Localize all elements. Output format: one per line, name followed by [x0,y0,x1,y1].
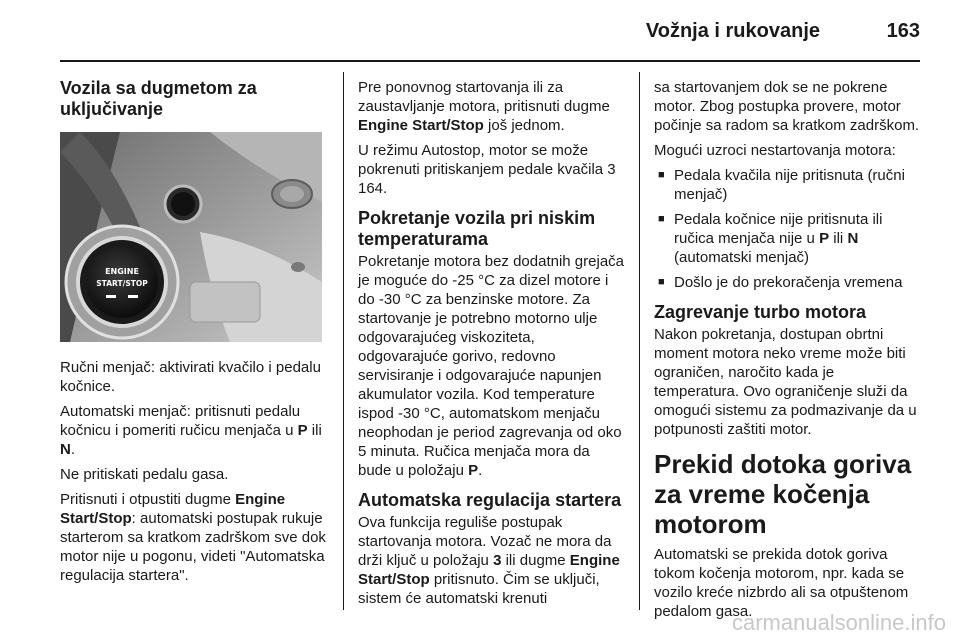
list-item: ■ Pedala kvačila nije pritisnuta (ručni menjač) [658,167,905,203]
column-2 [358,78,626,614]
section-heading-low-temperature: Pokretanje vozila pri niskim temperaturama [358,208,596,249]
bullet-icon: ■ [658,276,665,288]
bullet-icon: ■ [658,213,665,225]
paragraph-turbo: Nakon pokretanja, dostupan obrtni moment motora neko vreme može biti ograničen, naročito kada je temperatura. Ovo ograničenje služi da omogući sistemu za podmazivanje da u potpunosti zaštiti motor. [654,326,917,438]
column-rule-2 [639,72,640,610]
section-heading-fuel-cutoff: Prekid dotoka goriva za vreme kočenja motorom [654,449,912,539]
paragraph-automatic-gearbox: Automatski menjač: pritisnuti pedalu kočnicu i pomeriti ručicu menjača u P ili N. [60,403,322,458]
engine-label-text: ENGINE [105,267,139,276]
paragraph-restart: Pre ponovnog startovanja ili za zaustavljanje motora, pritisnuti dugme Engine Start/Stop još jednom. [358,79,610,134]
section-heading-turbo: Zagrevanje turbo motora [654,302,867,322]
column-1 [60,78,328,591]
paragraph-autostop: U režimu Autostop, motor se može pokrenuti pritiskanjem pedale kvačila 3 164. [358,142,616,197]
page-reference-icon: 3 [607,161,616,178]
column-rule-1 [343,72,344,610]
watermark: carmanualsonline.info [731,610,946,635]
bullet-icon: ■ [658,169,665,181]
causes-list [654,166,922,292]
paragraph-no-throttle: Ne pritiskati pedalu gasa. [60,466,229,483]
paragraph-press-button: Pritisnuti i otpustiti dugme Engine Start/Stop: automatski postupak rukuje starterom sa kratkom zadrškom sve dok motor nije u pogonu, videti "Automatska regulacija startera". [60,491,326,584]
header-rule [60,60,920,62]
column-3 [654,78,922,627]
section-heading-starter-control: Automatska regulacija startera [358,490,622,510]
paragraph-fuel-cutoff: Automatski se prekida dotok goriva tokom kočenja motorom, npr. kada se vozilo kreće nizbrdo ali sa otpuštenom pedalom gasa. [654,546,909,620]
paragraph-causes: Mogući uzroci nestartovanja motora: [654,142,896,159]
paragraph-starter-control: Ova funkcija reguliše postupak startovanja motora. Vozač ne mora da drži ključ u položaju 3 ili dugme Engine Start/Stop pritisnuto. Čim se uključi, sistem će automatski krenuti [358,514,620,607]
start-stop-label-text: START/STOP [96,279,148,288]
section-heading-push-button: Vozila sa dugmetom za uključivanje [60,78,257,119]
page-header-title: Vožnja i rukovanje [645,20,820,42]
paragraph-low-temperature: Pokretanje motora bez dodatnih grejača je moguće do -25 °C za dizel motore i do -30 °C za benzinske motore. Za startovanje je potrebno motorno ulje odgovarajućeg viskoziteta, odgovarajuće gorivo, redovno servisiranje i odgovarajuće napunjen akumulator vozila. Kod temperature ispod -30 °C, automatskom menjaču neophodan je period zagrevanja od oko 5 minuta. Ručica menjača mora da bude u položaju P. [358,253,625,479]
paragraph-manual-gearbox: Ručni menjač: aktivirati kvačilo i pedalu kočnice. [60,359,321,395]
engine-start-stop-photo [60,132,322,342]
list-item: ■ Pedala kočnice nije pritisnuta ili ručica menjača nije u P ili N (automatski menjač) [658,211,883,266]
paragraph-start-delay: sa startovanjem dok se ne pokrene motor. Zbog postupka provere, motor počinje sa radom sa kratkom zadrškom. [654,79,920,134]
list-item: ■ Došlo je do prekoračenja vremena [658,274,903,291]
page-number: 163 [886,20,920,42]
